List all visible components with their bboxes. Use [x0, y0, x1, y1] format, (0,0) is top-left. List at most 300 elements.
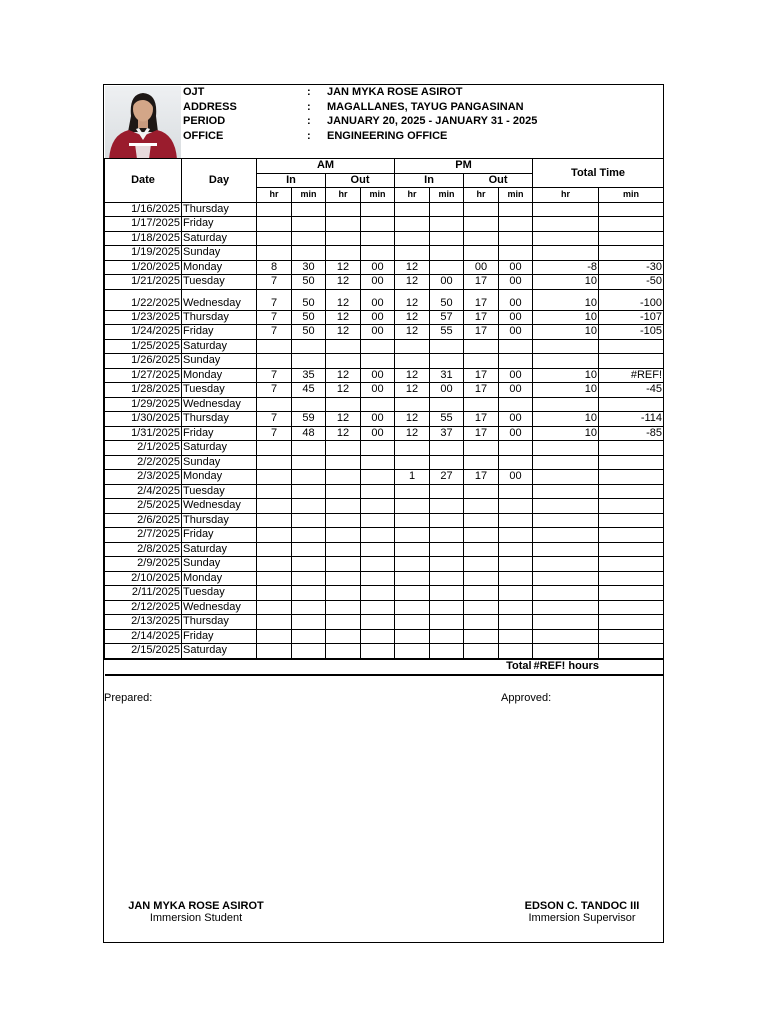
pm-in-hr-cell: [395, 231, 430, 246]
date-cell: 2/13/2025: [105, 615, 182, 630]
am-out-min-cell: [361, 441, 395, 456]
am-in-min-cell: [292, 397, 326, 412]
total-hr-cell: [533, 542, 599, 557]
pm-in-hr-cell: [395, 499, 430, 514]
pm-out-hr-cell: [464, 629, 499, 644]
am-in-hr-cell: [257, 528, 292, 543]
total-hr-cell: 10: [533, 310, 599, 325]
table-row: [105, 542, 664, 557]
pm-in-min-cell: 50: [430, 289, 464, 310]
pm-in-hr-cell: 1: [395, 470, 430, 485]
total-min-cell: -50: [599, 275, 664, 290]
day-cell: Friday: [182, 629, 257, 644]
pm-out-min-cell: [499, 397, 533, 412]
day-cell: Friday: [182, 528, 257, 543]
office-label: OFFICE: [183, 129, 224, 142]
total-hr-cell: [533, 600, 599, 615]
pm-in-hr-cell: [395, 441, 430, 456]
am-out-hr-cell: [326, 455, 361, 470]
am-out-min-cell: 00: [361, 412, 395, 427]
address-colon: :: [307, 100, 311, 113]
total-min-cell: [599, 397, 664, 412]
am-in-hr-cell: 7: [257, 368, 292, 383]
am-in-min-cell: [292, 339, 326, 354]
pm-in-hr-cell: [395, 542, 430, 557]
table-row: [105, 354, 664, 369]
pm-in-hr-cell: [395, 339, 430, 354]
am-in-header: In: [257, 173, 326, 188]
pm-out-hr-cell: 17: [464, 275, 499, 290]
address-value: MAGALLANES, TAYUG PANGASINAN: [327, 100, 524, 113]
total-hr-header: hr: [533, 188, 599, 203]
total-min-cell: -85: [599, 426, 664, 441]
am-in-hr-cell: 7: [257, 289, 292, 310]
day-cell: Saturday: [182, 542, 257, 557]
pm-in-min-cell: [430, 231, 464, 246]
am-out-min-cell: [361, 397, 395, 412]
pm-out-min-cell: 00: [499, 383, 533, 398]
total-hr-cell: -8: [533, 260, 599, 275]
total-min-cell: [599, 586, 664, 601]
am-out-hr-cell: [326, 231, 361, 246]
total-min-cell: [599, 231, 664, 246]
total-hr-cell: [533, 470, 599, 485]
am-in-min-cell: 35: [292, 368, 326, 383]
pm-in-min-cell: [430, 455, 464, 470]
am-out-hr-cell: [326, 217, 361, 232]
am-in-min-cell: [292, 470, 326, 485]
period-row: [183, 114, 663, 129]
table-row: [105, 368, 664, 383]
pm-in-min-cell: [430, 528, 464, 543]
am-in-min-cell: [292, 586, 326, 601]
pm-out-min-cell: [499, 571, 533, 586]
table-row: [105, 289, 664, 310]
date-cell: 1/19/2025: [105, 246, 182, 261]
pm-out-hr-cell: 17: [464, 412, 499, 427]
day-cell: Thursday: [182, 202, 257, 217]
address-row: [183, 100, 663, 115]
pm-in-min-cell: [430, 202, 464, 217]
pm-out-hr-cell: 17: [464, 289, 499, 310]
pm-out-hr-cell: [464, 354, 499, 369]
pm-in-min-cell: [430, 513, 464, 528]
day-cell: Wednesday: [182, 600, 257, 615]
table-row: [105, 246, 664, 261]
pm-in-hr-cell: 12: [395, 426, 430, 441]
am-in-hr-cell: [257, 644, 292, 659]
total-hr-cell: [533, 571, 599, 586]
pm-in-hr-cell: 12: [395, 289, 430, 310]
total-label: Total: [464, 659, 533, 675]
prepared-label: Prepared:: [104, 692, 153, 704]
pm-in-hr-cell: [395, 600, 430, 615]
pm-in-min-cell: [430, 542, 464, 557]
table-row: [105, 586, 664, 601]
date-cell: 2/14/2025: [105, 629, 182, 644]
day-cell: Thursday: [182, 310, 257, 325]
pm-out-hr-cell: [464, 557, 499, 572]
am-out-hr-cell: [326, 246, 361, 261]
total-min-cell: [599, 339, 664, 354]
am-out-min-cell: 00: [361, 289, 395, 310]
day-cell: Thursday: [182, 615, 257, 630]
table-row: [105, 339, 664, 354]
pm-out-min-cell: 00: [499, 325, 533, 340]
am-in-min-cell: [292, 499, 326, 514]
am-in-hr-cell: [257, 484, 292, 499]
date-cell: 2/15/2025: [105, 644, 182, 659]
total-hr-cell: 10: [533, 325, 599, 340]
pm-out-hr-cell: 17: [464, 426, 499, 441]
date-cell: 1/20/2025: [105, 260, 182, 275]
date-cell: 1/25/2025: [105, 339, 182, 354]
pm-out-min-cell: [499, 441, 533, 456]
am-in-hr-cell: [257, 600, 292, 615]
total-hr-cell: [533, 217, 599, 232]
am-out-min-cell: 00: [361, 275, 395, 290]
pm-out-hr-cell: 17: [464, 325, 499, 340]
pm-in-min-cell: 00: [430, 275, 464, 290]
am-in-min-cell: [292, 542, 326, 557]
am-in-hr-cell: 7: [257, 325, 292, 340]
pm-out-min-cell: [499, 586, 533, 601]
total-hr-cell: 10: [533, 275, 599, 290]
pm-out-hr-cell: 17: [464, 368, 499, 383]
am-out-hr-cell: [326, 571, 361, 586]
pm-in-hr-cell: [395, 586, 430, 601]
total-min-cell: [599, 542, 664, 557]
am-out-min-cell: 00: [361, 325, 395, 340]
date-cell: 2/6/2025: [105, 513, 182, 528]
am-out-min-cell: [361, 231, 395, 246]
pm-out-hr-cell: [464, 202, 499, 217]
am-out-hr-cell: [326, 557, 361, 572]
day-cell: Tuesday: [182, 484, 257, 499]
am-out-min-cell: [361, 470, 395, 485]
am-out-hr-cell: 12: [326, 260, 361, 275]
pm-in-hr-cell: 12: [395, 412, 430, 427]
am-in-hr-cell: [257, 246, 292, 261]
am-in-hr-cell: [257, 397, 292, 412]
am-out-min-cell: [361, 600, 395, 615]
period-label: PERIOD: [183, 115, 226, 127]
pm-out-min-cell: [499, 513, 533, 528]
day-cell: Sunday: [182, 354, 257, 369]
total-min-cell: [599, 528, 664, 543]
am-in-hr-cell: 7: [257, 426, 292, 441]
am-out-min-cell: [361, 339, 395, 354]
pm-out-hr-header: hr: [464, 188, 499, 203]
total-min-cell: -30: [599, 260, 664, 275]
pm-in-min-cell: [430, 571, 464, 586]
am-out-hr-cell: 12: [326, 383, 361, 398]
supervisor-role: Immersion Supervisor: [528, 912, 636, 924]
am-in-min-cell: 50: [292, 275, 326, 290]
total-min-cell: [599, 470, 664, 485]
total-hr-cell: [533, 339, 599, 354]
day-cell: Wednesday: [182, 289, 257, 310]
pm-out-hr-cell: [464, 571, 499, 586]
pm-in-min-cell: [430, 217, 464, 232]
am-in-min-cell: 48: [292, 426, 326, 441]
day-cell: Monday: [182, 368, 257, 383]
table-row: [105, 383, 664, 398]
am-in-hr-cell: [257, 513, 292, 528]
total-time-header: Total Time: [533, 159, 664, 188]
pm-in-min-cell: [430, 600, 464, 615]
total-hr-cell: [533, 455, 599, 470]
total-hr-cell: [533, 441, 599, 456]
pm-out-hr-cell: [464, 231, 499, 246]
am-out-min-cell: [361, 542, 395, 557]
office-colon: :: [307, 129, 311, 142]
student-photo-image: [105, 86, 181, 159]
pm-out-min-cell: 00: [499, 412, 533, 427]
am-in-min-cell: [292, 557, 326, 572]
office-value: ENGINEERING OFFICE: [327, 129, 448, 142]
am-in-hr-cell: 7: [257, 412, 292, 427]
am-out-hr-cell: [326, 644, 361, 659]
pm-in-min-cell: [430, 441, 464, 456]
am-in-min-cell: [292, 644, 326, 659]
pm-in-min-cell: 55: [430, 325, 464, 340]
total-hr-cell: [533, 513, 599, 528]
total-min-cell: -114: [599, 412, 664, 427]
total-hr-cell: [533, 499, 599, 514]
am-out-hr-header: hr: [326, 188, 361, 203]
am-out-hr-cell: [326, 339, 361, 354]
am-out-min-cell: [361, 246, 395, 261]
pm-in-hr-cell: 12: [395, 310, 430, 325]
am-out-min-cell: 00: [361, 260, 395, 275]
total-min-cell: -105: [599, 325, 664, 340]
total-spacer: [105, 659, 464, 675]
am-out-min-cell: 00: [361, 368, 395, 383]
am-out-min-cell: [361, 217, 395, 232]
time-record-rows: [105, 202, 664, 659]
am-in-min-cell: [292, 571, 326, 586]
am-out-min-cell: [361, 484, 395, 499]
total-hr-cell: [533, 231, 599, 246]
am-in-hr-cell: 8: [257, 260, 292, 275]
am-out-hr-cell: [326, 629, 361, 644]
pm-out-min-cell: 00: [499, 368, 533, 383]
pm-in-hr-header: hr: [395, 188, 430, 203]
pm-in-min-cell: [430, 629, 464, 644]
am-in-min-cell: [292, 484, 326, 499]
am-in-hr-cell: 7: [257, 383, 292, 398]
student-name: JAN MYKA ROSE ASIROT: [128, 900, 264, 912]
pm-out-hr-cell: [464, 441, 499, 456]
ojt-label: OJT: [183, 86, 205, 98]
pm-out-min-cell: [499, 615, 533, 630]
am-out-hr-cell: [326, 397, 361, 412]
pm-out-min-cell: 00: [499, 289, 533, 310]
pm-out-min-cell: [499, 231, 533, 246]
total-min-cell: [599, 202, 664, 217]
pm-out-min-cell: [499, 629, 533, 644]
total-min-cell: [599, 644, 664, 659]
pm-in-hr-cell: [395, 354, 430, 369]
am-in-hr-cell: 7: [257, 275, 292, 290]
date-cell: 1/28/2025: [105, 383, 182, 398]
date-cell: 1/30/2025: [105, 412, 182, 427]
am-in-hr-cell: [257, 470, 292, 485]
am-out-min-cell: [361, 557, 395, 572]
total-hr-cell: [533, 615, 599, 630]
day-cell: Saturday: [182, 441, 257, 456]
am-out-min-cell: [361, 202, 395, 217]
total-min-cell: [599, 441, 664, 456]
am-in-min-cell: 50: [292, 325, 326, 340]
date-cell: 2/7/2025: [105, 528, 182, 543]
pm-in-min-cell: 00: [430, 383, 464, 398]
pm-in-min-cell: 27: [430, 470, 464, 485]
pm-out-hr-cell: [464, 397, 499, 412]
day-cell: Tuesday: [182, 275, 257, 290]
am-out-hr-cell: [326, 528, 361, 543]
day-cell: Sunday: [182, 557, 257, 572]
am-in-hr-cell: [257, 354, 292, 369]
day-cell: Saturday: [182, 644, 257, 659]
am-in-min-cell: [292, 354, 326, 369]
total-min-cell: [599, 600, 664, 615]
pm-out-hr-cell: [464, 644, 499, 659]
am-in-hr-cell: [257, 499, 292, 514]
am-out-min-cell: [361, 354, 395, 369]
pm-out-min-cell: [499, 217, 533, 232]
total-hr-cell: 10: [533, 368, 599, 383]
am-in-min-cell: [292, 513, 326, 528]
total-hr-cell: [533, 246, 599, 261]
total-min-cell: [599, 354, 664, 369]
pm-out-hr-cell: [464, 217, 499, 232]
date-cell: 1/22/2025: [105, 289, 182, 310]
pm-in-min-cell: [430, 644, 464, 659]
total-min-cell: [599, 246, 664, 261]
am-out-min-cell: [361, 629, 395, 644]
total-min-cell: [599, 557, 664, 572]
am-out-min-cell: [361, 615, 395, 630]
pm-out-hr-cell: 17: [464, 470, 499, 485]
am-out-hr-cell: [326, 542, 361, 557]
date-cell: 2/3/2025: [105, 470, 182, 485]
pm-out-min-cell: [499, 600, 533, 615]
total-min-cell: [599, 615, 664, 630]
table-row: [105, 571, 664, 586]
am-in-hr-cell: [257, 217, 292, 232]
total-min-cell: [599, 629, 664, 644]
pm-in-min-cell: [430, 615, 464, 630]
total-hr-cell: [533, 354, 599, 369]
am-in-min-cell: [292, 246, 326, 261]
table-row: [105, 644, 664, 659]
day-cell: Friday: [182, 426, 257, 441]
am-in-min-cell: [292, 455, 326, 470]
am-out-hr-cell: [326, 499, 361, 514]
date-cell: 2/5/2025: [105, 499, 182, 514]
date-cell: 1/18/2025: [105, 231, 182, 246]
am-out-hr-cell: 12: [326, 289, 361, 310]
am-in-min-cell: 50: [292, 289, 326, 310]
pm-in-hr-cell: 12: [395, 275, 430, 290]
day-cell: Monday: [182, 571, 257, 586]
pm-in-min-cell: [430, 557, 464, 572]
am-in-hr-cell: [257, 441, 292, 456]
pm-in-hr-cell: [395, 202, 430, 217]
date-cell: 2/1/2025: [105, 441, 182, 456]
ojt-colon: :: [307, 86, 311, 98]
day-cell: Wednesday: [182, 397, 257, 412]
pm-out-min-cell: 00: [499, 470, 533, 485]
pm-out-hr-cell: [464, 513, 499, 528]
am-in-hr-cell: [257, 586, 292, 601]
total-min-cell: -100: [599, 289, 664, 310]
table-row: [105, 397, 664, 412]
pm-out-header: Out: [464, 173, 533, 188]
pm-out-min-cell: [499, 339, 533, 354]
pm-out-min-header: min: [499, 188, 533, 203]
total-min-header: min: [599, 188, 664, 203]
pm-in-min-cell: [430, 354, 464, 369]
am-in-min-cell: [292, 231, 326, 246]
pm-out-hr-cell: [464, 455, 499, 470]
total-hr-cell: [533, 557, 599, 572]
am-out-hr-cell: [326, 470, 361, 485]
table-row: [105, 557, 664, 572]
am-out-hr-cell: [326, 441, 361, 456]
pm-in-min-cell: [430, 246, 464, 261]
am-out-min-header: min: [361, 188, 395, 203]
total-hr-cell: [533, 629, 599, 644]
total-hr-cell: [533, 484, 599, 499]
pm-out-hr-cell: [464, 528, 499, 543]
total-value: #REF! hours: [533, 659, 664, 675]
total-hr-cell: 10: [533, 383, 599, 398]
pm-in-min-cell: [430, 499, 464, 514]
am-out-hr-cell: [326, 202, 361, 217]
day-header: Day: [182, 159, 257, 203]
am-out-min-cell: 00: [361, 310, 395, 325]
total-min-cell: [599, 217, 664, 232]
pm-in-min-cell: 55: [430, 412, 464, 427]
am-in-hr-cell: [257, 557, 292, 572]
am-out-hr-cell: 12: [326, 426, 361, 441]
am-out-min-cell: [361, 455, 395, 470]
am-out-hr-cell: 12: [326, 368, 361, 383]
total-hr-cell: [533, 397, 599, 412]
pm-out-min-cell: [499, 455, 533, 470]
table-row: [105, 470, 664, 485]
pm-out-hr-cell: [464, 586, 499, 601]
date-cell: 1/24/2025: [105, 325, 182, 340]
pm-in-hr-cell: [395, 629, 430, 644]
pm-in-hr-cell: 12: [395, 260, 430, 275]
student-photo: [105, 86, 181, 159]
table-row: [105, 499, 664, 514]
approved-label: Approved:: [501, 692, 552, 704]
am-out-min-cell: [361, 644, 395, 659]
time-record-table: [104, 158, 664, 676]
dtr-sheet: [103, 84, 664, 943]
am-out-hr-cell: 12: [326, 275, 361, 290]
day-cell: Tuesday: [182, 586, 257, 601]
pm-out-hr-cell: [464, 484, 499, 499]
am-in-min-cell: 45: [292, 383, 326, 398]
ojt-value: JAN MYKA ROSE ASIROT: [327, 86, 463, 98]
am-in-hr-cell: [257, 231, 292, 246]
